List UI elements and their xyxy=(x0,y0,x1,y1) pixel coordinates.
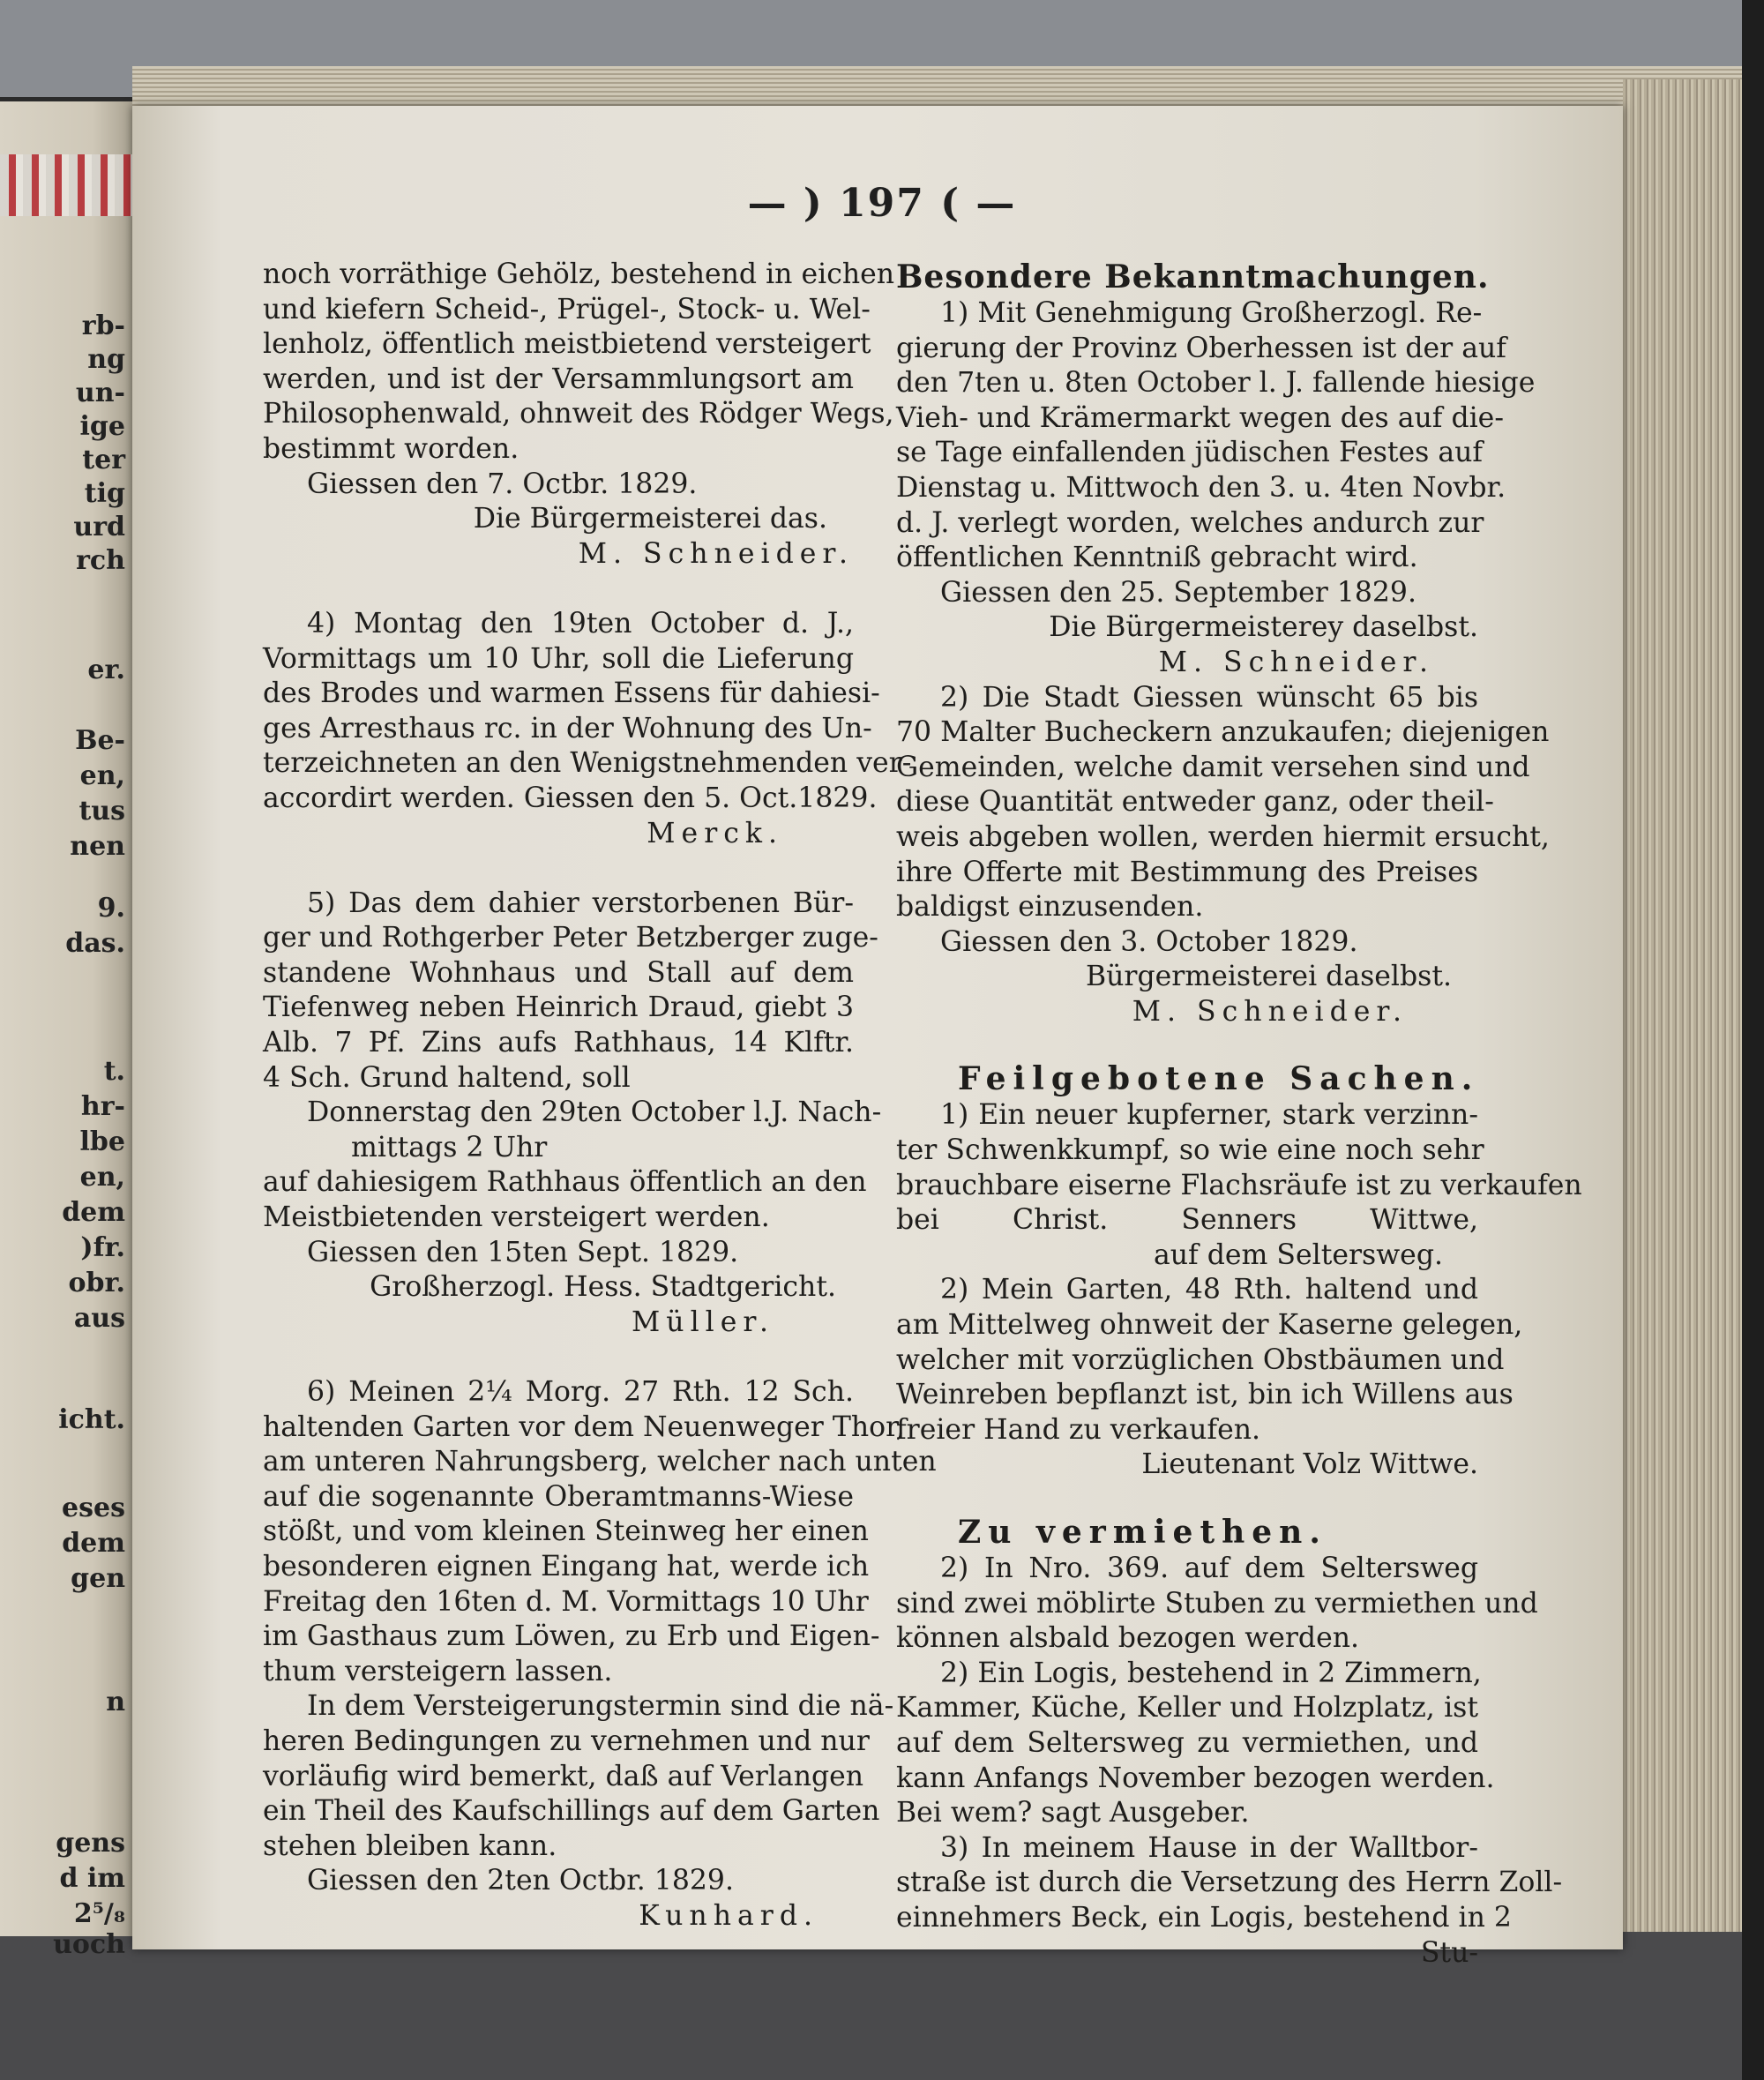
text-line: Gemeinden, welche damit versehen sind und xyxy=(896,751,1530,783)
text-line: 2) Die Stadt Giessen wünscht 65 bis xyxy=(940,681,1478,714)
text-line: Giessen den 3. October 1829. xyxy=(940,925,1358,958)
text-line: den 7ten u. 8ten October l. J. fallende hiesige xyxy=(896,367,1536,400)
text-line: Vormittags um 10 Uhr, soll die Lieferung xyxy=(263,642,854,675)
text-line: bei Christ. Senners Wittwe, xyxy=(896,1204,1478,1237)
text-line: d. J. verlegt worden, welches andurch zur xyxy=(896,506,1484,539)
signature: Kunhard. xyxy=(639,1899,818,1932)
text-line: gierung der Provinz Oberhessen ist der auf xyxy=(896,332,1506,364)
left-fragment: en, xyxy=(79,760,125,791)
left-fragment: t. xyxy=(103,1056,125,1087)
left-fragment: Be- xyxy=(75,725,125,756)
text-line: Lieutenant Volz Wittwe. xyxy=(1141,1448,1478,1481)
left-fragment: das. xyxy=(65,928,125,959)
left-column xyxy=(263,258,937,1934)
text-line: 4 Sch. Grund haltend, soll xyxy=(263,1061,631,1094)
text-line: ein Theil des Kaufschillings auf dem Garten xyxy=(263,1795,880,1828)
text-line: Meistbietenden versteigert werden. xyxy=(263,1201,770,1234)
text-line: 1) Ein neuer kupferner, stark verzinn- xyxy=(940,1099,1478,1132)
text-line: am Mittelweg ohnweit der Kaserne gelegen, xyxy=(896,1309,1523,1342)
text-line: Giessen den 2ten Octbr. 1829. xyxy=(307,1865,734,1897)
text-line: Giessen den 15ten Sept. 1829. xyxy=(307,1236,739,1268)
text-line: sind zwei möblirte Stuben zu vermiethen und xyxy=(896,1587,1538,1620)
text-line: Alb. 7 Pf. Zins aufs Rathhaus, 14 Klftr. xyxy=(263,1027,854,1059)
left-fragment: rch xyxy=(76,545,125,576)
text-line: 2) Ein Logis, bestehend in 2 Zimmern, xyxy=(940,1657,1482,1689)
text-line: besonderen eignen Eingang hat, werde ich xyxy=(263,1550,870,1582)
text-line: 2) Mein Garten, 48 Rth. haltend und xyxy=(940,1274,1478,1306)
text-line: Giessen den 25. September 1829. xyxy=(940,576,1416,609)
text-line: Dienstag u. Mittwoch den 3. u. 4ten Novbr. xyxy=(896,471,1506,504)
text-line: thum versteigern lassen. xyxy=(263,1655,613,1687)
text-line: des Brodes und warmen Essens für dahiesi- xyxy=(263,677,880,710)
text-line: 4) Montag den 19ten October d. J., xyxy=(307,607,854,640)
text-line: auf dahiesigem Rathhaus öffentlich an den xyxy=(263,1166,867,1199)
text-line: mittags 2 Uhr xyxy=(351,1131,548,1163)
left-fragment: d im xyxy=(59,1863,125,1894)
text-line: heren Bedingungen zu vernehmen und nur xyxy=(263,1725,870,1757)
left-fragment: urd xyxy=(73,512,125,542)
text-line: stehen bleiben kann. xyxy=(263,1829,557,1862)
text-line: diese Quantität entweder ganz, oder theil- xyxy=(896,786,1494,819)
spacer xyxy=(896,1483,1478,1513)
left-fragment: n xyxy=(106,1687,125,1717)
text-line: straße ist durch die Versetzung des Herrn Zoll- xyxy=(896,1867,1563,1899)
left-fragment: er. xyxy=(87,655,125,685)
left-fragment: rb- xyxy=(81,311,125,341)
text-line: Vieh- und Krämermarkt wegen des auf die- xyxy=(896,401,1504,434)
page-number-header: — ) 197 ( — xyxy=(747,181,1017,226)
text-line: freier Hand zu verkaufen. xyxy=(896,1413,1261,1446)
page-block-top-edge xyxy=(132,66,1742,110)
left-fragment: gen xyxy=(71,1563,125,1594)
text-line: In dem Versteigerungstermin sind die nä- xyxy=(307,1690,894,1723)
text-line: Philosophenwald, ohnweit des Rödger Wegs, xyxy=(263,398,894,430)
left-fragment: lbe xyxy=(79,1126,125,1157)
left-fragment: hr- xyxy=(80,1091,125,1122)
text-line: am unteren Nahrungsberg, welcher nach unten xyxy=(263,1446,937,1478)
left-page xyxy=(0,101,132,1960)
text-line: auf dem Seltersweg zu vermiethen, und xyxy=(896,1726,1478,1759)
text-line: Tiefenweg neben Heinrich Draud, giebt 3 xyxy=(263,991,854,1024)
text-line: Bürgermeisterei daselbst. xyxy=(1085,961,1452,993)
text-line: 1) Mit Genehmigung Großherzogl. Re- xyxy=(940,297,1483,329)
left-fragment: obr. xyxy=(68,1268,125,1298)
left-fragment: eses xyxy=(62,1493,125,1523)
text-line: bestimmt worden. xyxy=(263,432,519,465)
spacer xyxy=(896,1029,1478,1059)
text-line: lenholz, öffentlich meistbietend versteigert xyxy=(263,328,871,361)
signature: M. Schneider. xyxy=(578,537,854,570)
spacer xyxy=(263,1340,854,1375)
spacer xyxy=(263,851,854,887)
text-line: werden, und ist der Versammlungsort am xyxy=(263,363,854,395)
left-fragment: ter xyxy=(82,445,125,475)
section-heading-for-sale: Feilgebotene Sachen. xyxy=(958,1060,1480,1098)
section-heading-for-rent: Zu vermiethen. xyxy=(958,1514,1327,1551)
catchword: Stu- xyxy=(1420,1936,1478,1969)
text-line: haltenden Garten vor dem Neuenweger Thor, xyxy=(263,1410,905,1443)
left-fragment: dem xyxy=(62,1528,125,1559)
left-fragment: un- xyxy=(75,378,125,408)
signature: M. Schneider. xyxy=(1132,995,1408,1028)
text-line: Giessen den 7. Octbr. 1829. xyxy=(307,468,698,500)
left-fragment: ng xyxy=(87,344,125,375)
text-line: welcher mit vorzüglichen Obstbäumen und xyxy=(896,1343,1505,1376)
left-fragment: en, xyxy=(79,1162,125,1193)
signature: Merck. xyxy=(647,817,783,849)
text-line: Donnerstag den 29ten October l.J. Nach- xyxy=(307,1096,882,1129)
text-line: Freitag den 16ten d. M. Vormittags 10 Uhr xyxy=(263,1585,869,1618)
left-fragment: aus xyxy=(73,1303,125,1334)
text-line: accordirt werden. Giessen den 5. Oct.1829. xyxy=(263,782,878,814)
left-fragment: tus xyxy=(78,796,125,827)
left-fragment: uoch xyxy=(53,1929,125,1960)
text-line: standene Wohnhaus und Stall auf dem xyxy=(263,956,854,989)
text-line: können alsbald bezogen werden. xyxy=(896,1622,1360,1655)
text-line: Großherzogl. Hess. Stadtgericht. xyxy=(370,1271,836,1304)
text-line: 6) Meinen 2¼ Morg. 27 Rth. 12 Sch. xyxy=(307,1376,854,1408)
text-line: auf die sogenannte Oberamtmanns-Wiese xyxy=(263,1480,854,1513)
left-fragment: icht. xyxy=(58,1404,125,1435)
right-column xyxy=(896,258,1582,1971)
text-line: brauchbare eiserne Flachsräufe ist zu verkaufen xyxy=(896,1169,1582,1201)
left-fragment: nen xyxy=(70,831,125,862)
signature: Müller. xyxy=(632,1306,774,1338)
text-line: ger und Rothgerber Peter Betzberger zuge- xyxy=(263,922,878,954)
text-line: se Tage einfallenden jüdischen Festes auf xyxy=(896,437,1484,469)
left-fragment: 9. xyxy=(97,893,125,924)
text-line: ges Arresthaus rc. in der Wohnung des Un- xyxy=(263,712,872,744)
text-line: und kiefern Scheid-, Prügel-, Stock- u. Wel- xyxy=(263,293,871,325)
text-line: ter Schwenkkumpf, so wie eine noch sehr xyxy=(896,1134,1484,1167)
text-line: stößt, und vom kleinen Steinweg her einen xyxy=(263,1515,869,1548)
text-line: terzeichneten an den Wenigstnehmenden ver- xyxy=(263,747,912,780)
signature: M. Schneider. xyxy=(1158,646,1434,678)
text-line: öffentlichen Kenntniß gebracht wird. xyxy=(896,542,1418,574)
text-line: ihre Offerte mit Bestimmung des Preises xyxy=(896,856,1478,888)
left-fragment: 2⁵/₈ xyxy=(73,1898,125,1929)
page-block-edge xyxy=(1623,79,1742,1932)
text-line: vorläufig wird bemerkt, daß auf Verlangen xyxy=(263,1760,864,1792)
text-line: im Gasthaus zum Löwen, zu Erb und Eigen- xyxy=(263,1620,880,1653)
text-line: 2) In Nro. 369. auf dem Seltersweg xyxy=(940,1553,1478,1584)
left-fragment: dem xyxy=(62,1197,125,1228)
left-fragment: tig xyxy=(84,478,125,509)
background-right xyxy=(1742,0,1764,2080)
text-line: Kammer, Küche, Keller und Holzplatz, ist xyxy=(896,1692,1478,1725)
text-line: 3) In meinem Hause in der Walltbor- xyxy=(940,1831,1478,1864)
text-line: noch vorräthige Gehölz, bestehend in eichen xyxy=(263,258,895,290)
text-line: Die Bürgermeisterey daselbst. xyxy=(1049,611,1478,644)
spacer xyxy=(263,572,854,607)
binding-thread xyxy=(0,154,132,216)
section-heading-announcements: Besondere Bekanntmachungen. xyxy=(896,258,1490,296)
left-fragment: gens xyxy=(56,1828,125,1859)
left-fragment: ige xyxy=(79,411,125,442)
text-line: auf dem Seltersweg. xyxy=(1153,1238,1443,1271)
text-line: baldigst einzusenden. xyxy=(896,891,1204,924)
text-line: 5) Das dem dahier verstorbenen Bür- xyxy=(307,887,854,919)
text-line: einnehmers Beck, ein Logis, bestehend in 2 xyxy=(896,1901,1512,1934)
text-line: Die Bürgermeisterei das. xyxy=(473,503,827,535)
text-line: Weinreben bepflanzt ist, bin ich Willens aus xyxy=(896,1379,1514,1411)
text-line: weis abgeben wollen, werden hiermit ersucht, xyxy=(896,820,1550,853)
text-line: Bei wem? sagt Ausgeber. xyxy=(896,1797,1250,1829)
text-line: kann Anfangs November bezogen werden. xyxy=(896,1762,1495,1794)
text-line: 70 Malter Bucheckern anzukaufen; diejenigen xyxy=(896,716,1550,749)
left-fragment: )fr. xyxy=(80,1232,125,1263)
